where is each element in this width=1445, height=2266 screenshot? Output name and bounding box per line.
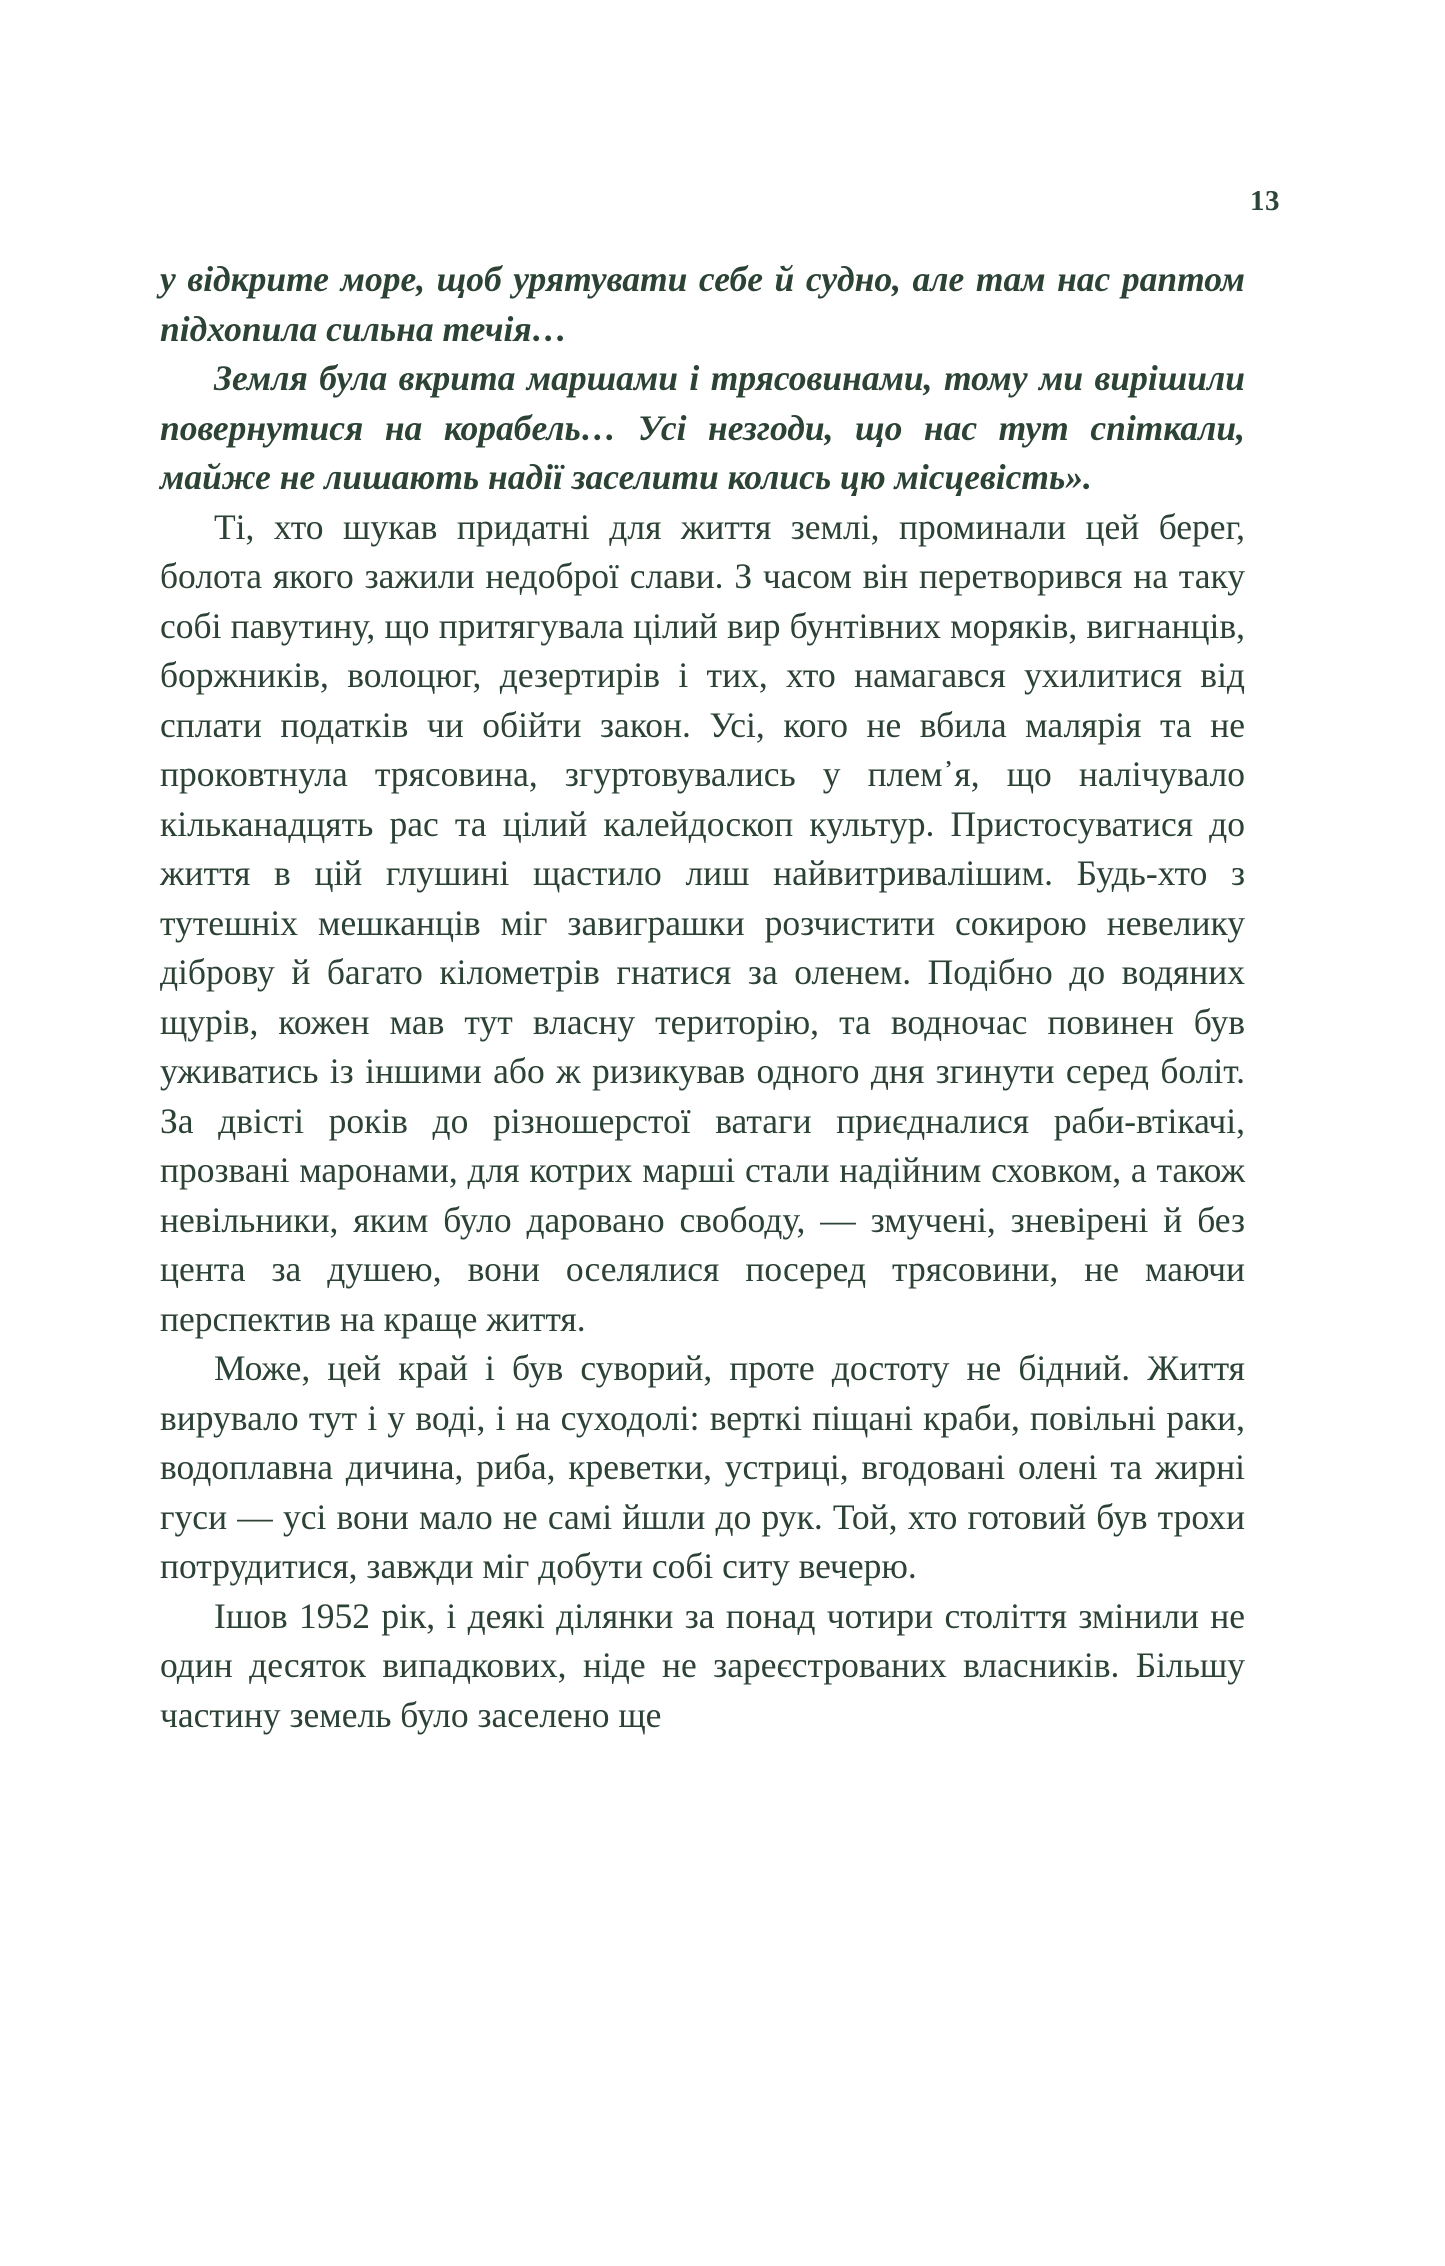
paragraph-body-2: Може, цей край і був суворий, проте достоту не бідний. Життя вирувало тут і у воді, і на суходолі: верткі піщані краби, повільні раки, водоплавна дичина, риба, креветки, устриці, вгодовані олені та жирні гуси — усі вони мало не самі йшли до рук. Той, хто готовий був трохи потрудитися, завжди міг добути собі ситу вечерю.	[160, 1348, 1245, 1586]
paragraph-quote-second: Земля була вкрита маршами і трясовинами, тому ми вирішили повернутися на корабель… Усі незгоди, що нас тут спіткали, майже не лишають надії заселити колись цю місцевість».	[160, 358, 1245, 497]
paragraph-quote-continued: у відкрите море, щоб урятувати себе й судно, але там нас раптом підхопила сильна течія…	[160, 259, 1245, 349]
paragraph-body-1: Ті, хто шукав придатні для життя землі, проминали цей берег, болота якого зажили недоброї слави. З часом він перетворився на таку собі павутину, що притягувала цілий вир бунтівних моряків, вигнанців, боржників, волоцюг, дезертирів і тих, хто намагався ухилитися від сплати податків чи обійти закон. Усі, кого не вбила малярія та не проковтнула трясовина, згуртовувались у плем᾽я, що налічувало кільканадцять рас та цілий калейдоскоп культур. Пристосуватися до життя в цій глушині щастило лиш найвитривалішим. Будь-хто з тутешніх мешканців міг завиграшки розчистити сокирою невелику діброву й багато кілометрів гнатися за оленем. Подібно до водяних щурів, кожен мав тут власну територію, та водночас повинен був уживатись із іншими або ж ризикував одного дня згинути серед боліт. За двісті років до різношерстої ватаги приєдналися раби-втікачі, прозвані маронами, для котрих марші стали надійним сховком, а також невільники, яким було даровано свободу, — змучені, зневірені й без цента за душею, вони оселялися посеред трясовини, не маючи перспектив на краще життя.	[160, 506, 1245, 1339]
page-text-body	[160, 255, 1245, 1740]
page-number: 13	[1250, 185, 1280, 217]
paragraph-body-3: Ішов 1952 рік, і деякі ділянки за понад чотири століття змінили не один десяток випадкових, ніде не зареєстрованих власників. Більшу частину земель було заселено ще	[160, 1595, 1245, 1735]
